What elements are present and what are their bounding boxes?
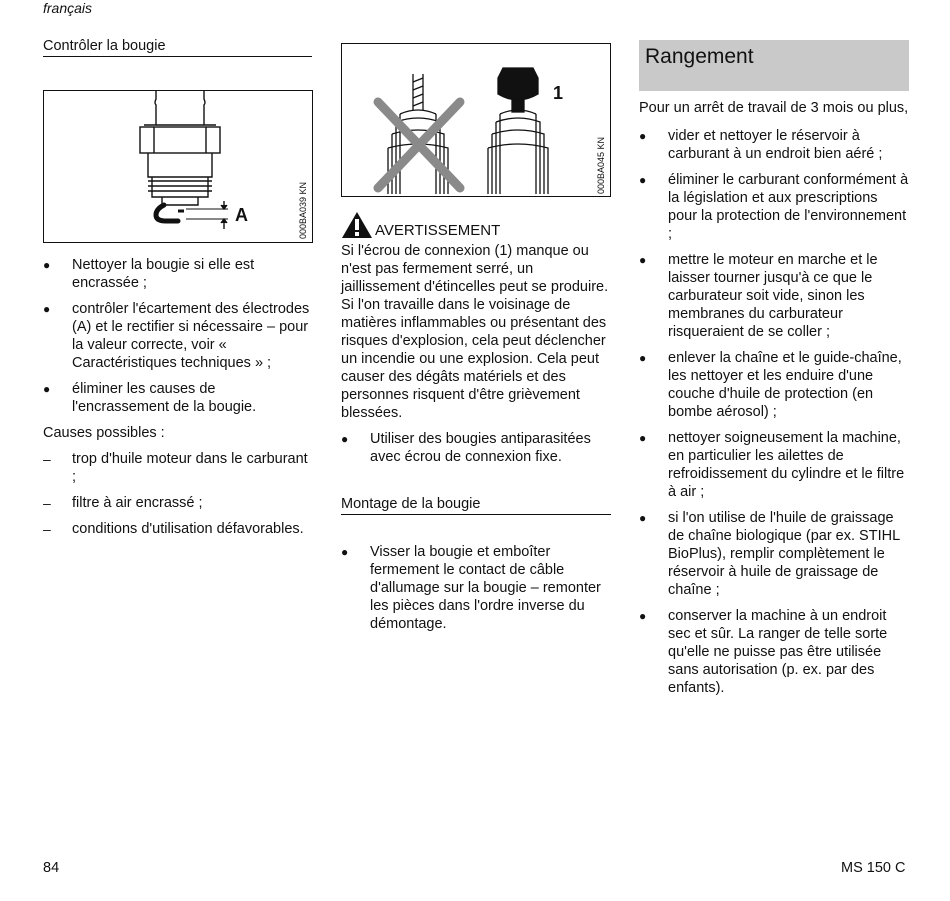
spark-plug-terminal-drawing <box>342 44 609 195</box>
spark-plug-check-steps <box>43 256 313 546</box>
model-label: MS 150 C <box>841 860 906 876</box>
storage-heading-band <box>639 40 909 91</box>
section-title-spark-plug-check: Contrôler la bougie <box>43 38 312 57</box>
warning-text: Si l'écrou de connexion (1) manque ou n'est pas fermement serré, un jaillissement d'étincelles peut se produire. Si l'on travaille dans le voisinage de matières inflammables ou présentant des risques d'explosion, cela peut déclencher un incendie ou une explosion. Cela peut causer des dégâts matériels et des personnes risquent d'être grièvement blessées. <box>341 243 609 421</box>
bullet-glyph: ● <box>639 351 647 365</box>
bullet-glyph: ● <box>341 432 349 446</box>
bullet-glyph: ● <box>43 258 51 272</box>
warning-title: AVERTISSEMENT <box>375 222 501 239</box>
spark-plug-mount-steps <box>341 543 611 641</box>
list-item: ● vider et nettoyer le réservoir à carburant à un endroit bien aéré ; <box>639 128 883 162</box>
list-item: ● éliminer les causes de l'encrassement de la bougie. <box>43 381 257 415</box>
cross-mark-icon <box>378 102 460 188</box>
spark-plug-gap-drawing <box>44 91 311 241</box>
dash-glyph: – <box>43 521 51 537</box>
list-item: ● Utiliser des bougies antiparasitées avec écrou de connexion fixe. <box>341 431 591 465</box>
column-spark-plug-check <box>43 38 312 57</box>
list-item: – filtre à air encrassé ; <box>43 495 203 511</box>
language-label: français <box>43 0 93 16</box>
bullet-glyph: ● <box>43 382 51 396</box>
list-item: – trop d'huile moteur dans le carburant ; <box>43 451 308 485</box>
bullet-glyph: ● <box>639 609 647 623</box>
dash-glyph: – <box>43 495 51 511</box>
list-item: ● conserver la machine à un endroit sec et sûr. La ranger de telle sorte qu'elle ne puisse pas être utilisée sans autorisation (p. ex. par des enfants). <box>639 608 888 696</box>
bullet-glyph: ● <box>639 511 647 525</box>
section-title-storage: Rangement <box>639 40 909 91</box>
section-spark-plug-mount <box>341 496 611 515</box>
bullet-glyph: ● <box>639 431 647 445</box>
section-title-spark-plug-mount: Montage de la bougie <box>341 496 611 515</box>
list-item: ● éliminer le carburant conformément à la législation et aux prescriptions pour la protection de l'environnement ; <box>639 172 909 242</box>
list-item: ● contrôler l'écartement des électrodes (A) et le rectifier si nécessaire – pour la valeur correcte, voir « Caractéristiques techniques » ; <box>43 301 310 371</box>
list-item: ● Visser la bougie et emboîter fermement le contact de câble d'allumage sur la bougie – remonter les pièces dans l'ordre inverse du démontage. <box>341 544 601 632</box>
warning-triangle-icon <box>341 211 373 239</box>
figure-code: 000BA039 KN <box>298 181 308 239</box>
causes-title: Causes possibles : <box>43 425 165 441</box>
bullet-glyph: ● <box>639 173 647 187</box>
spark-plug-terminal-figure <box>341 43 611 197</box>
storage-content <box>639 99 909 705</box>
list-item: ● si l'on utilise de l'huile de graissage de chaîne biologique (par ex. STIHL BioPlus), remplir complètement le réservoir à huile de graissage de chaîne ; <box>639 510 900 598</box>
list-item: ● Nettoyer la bougie si elle est encrassée ; <box>43 257 255 291</box>
list-item: – conditions d'utilisation défavorables. <box>43 521 304 537</box>
warning-block <box>341 211 611 474</box>
spark-plug-gap-figure <box>43 90 313 243</box>
gap-label-a: A <box>235 205 248 225</box>
bullet-glyph: ● <box>639 253 647 267</box>
bullet-glyph: ● <box>639 129 647 143</box>
page-number: 84 <box>43 860 60 876</box>
list-item: ● enlever la chaîne et le guide-chaîne, les nettoyer et les enduire d'une couche d'huile de protection (en bombe aérosol) ; <box>639 350 902 420</box>
figure-code: 000BA045 KN <box>596 136 606 194</box>
bullet-glyph: ● <box>341 545 349 559</box>
nut-label-1: 1 <box>553 83 564 103</box>
list-item: ● mettre le moteur en marche et le laisser tourner jusqu'à ce que le carburateur soit vide, sinon les membranes du carburateur risqueraient de se coller ; <box>639 252 878 340</box>
list-item: ● nettoyer soigneusement la machine, en particulier les ailettes de refroidissement du cylindre et le filtre à air ; <box>639 430 905 500</box>
storage-intro: Pour un arrêt de travail de 3 mois ou plus, <box>639 100 909 116</box>
bullet-glyph: ● <box>43 302 51 316</box>
warning-heading <box>341 211 611 239</box>
dash-glyph: – <box>43 451 51 467</box>
